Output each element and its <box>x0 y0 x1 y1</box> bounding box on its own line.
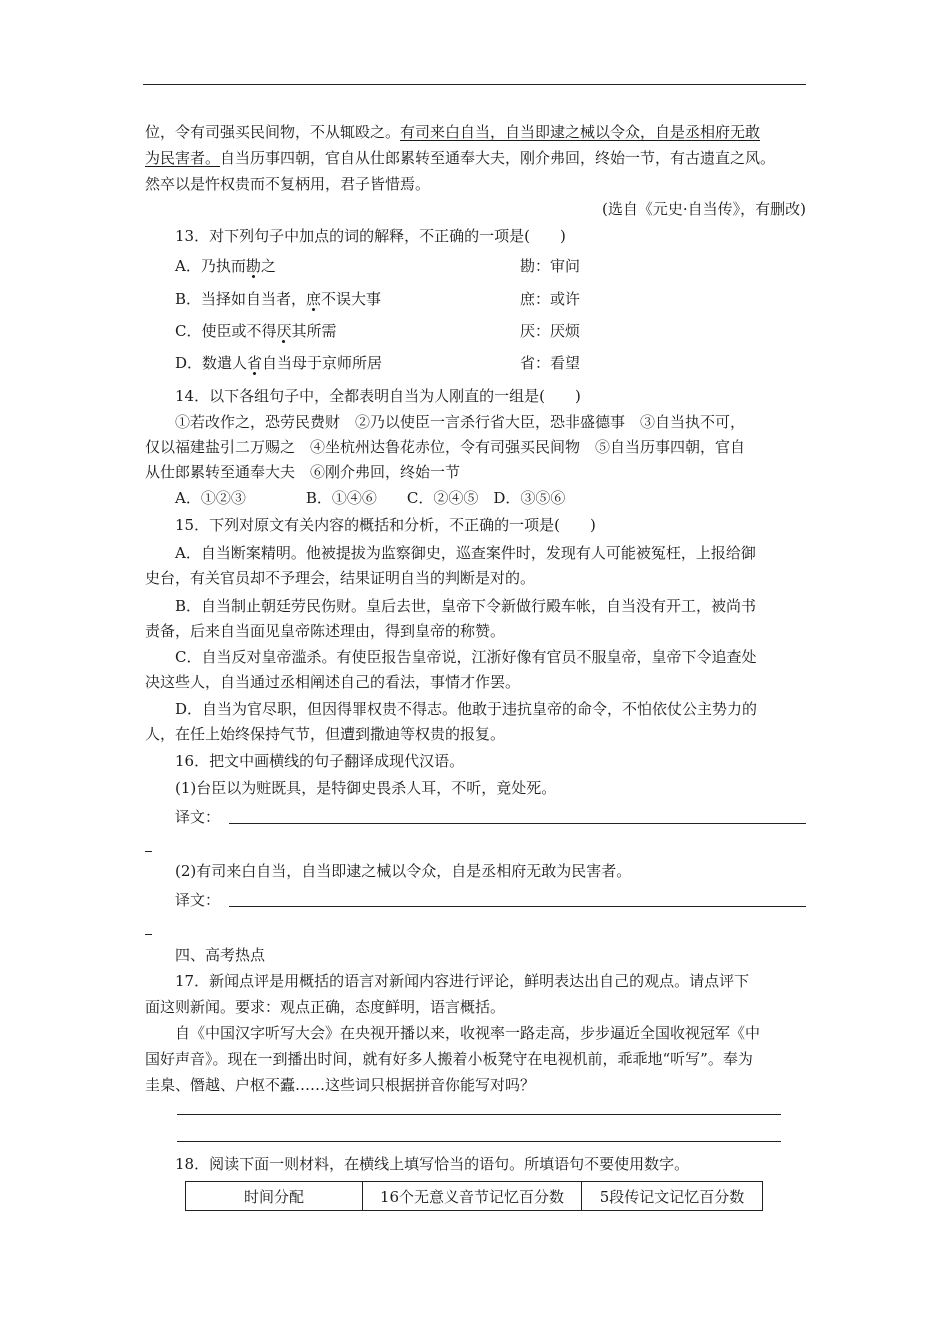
option-text: C．使臣或不得 <box>175 322 277 340</box>
q13-option-c <box>175 319 337 343</box>
table-header-cell: 16个无意义音节记忆百分数 <box>363 1182 582 1211</box>
option-text: A．乃执而 <box>175 257 246 275</box>
passage-text: 位，令有司强买民间物，不从辄殴之。 <box>145 123 401 141</box>
q15-option-d-2: 人，在任上始终保持气节，但遭到撒迪等权贵的报复。 <box>145 725 506 743</box>
underlined-sentence: 有司来白自当，自当即逮之械以令众，自是丞相府无敢 <box>400 123 761 141</box>
q16-answer-label-2: 译文： <box>175 891 221 909</box>
q14-line-1: ①若改作之，恐劳民费财 ②乃以使臣一言杀行省大臣，恐非盛德事 ③自当执不可， <box>175 413 746 431</box>
table-header-cell: 时间分配 <box>186 1182 363 1211</box>
option-text: B．当择如自当者， <box>175 290 307 308</box>
q14-stem: 14．以下各组句子中，全都表明自当为人刚直的一组是( ) <box>175 387 581 405</box>
q17-news-3: 圭臬、僭越、户枢不蠹……这些词只根据拼音你能写对吗？ <box>145 1076 536 1094</box>
q13-explain-c: 厌：厌烦 <box>520 322 581 340</box>
q15-option-a-2: 史台，有关官员却不予理会，结果证明自当的判断是对的。 <box>145 569 536 587</box>
dotted-word: 厌 <box>276 322 292 340</box>
q14-line-3: 从仕郎累转至通奉大夫 ⑥刚介弗回，终始一节 <box>145 463 461 481</box>
q17-stem-2: 面这则新闻。要求：观点正确，态度鲜明，语言概括。 <box>145 998 506 1016</box>
passage-text: 自当历事四朝，官自从仕郎累转至通奉大夫，刚介弗回，终始一节，有古遗直之风。 <box>220 149 776 167</box>
q18-stem: 18．阅读下面一则材料，在横线上填写恰当的语句。所填语句不要使用数字。 <box>175 1155 690 1173</box>
q17-stem-1: 17．新闻点评是用概括的语言对新闻内容进行评论，鲜明表达出自己的观点。请点评下 <box>175 972 750 990</box>
q13-option-b <box>175 287 381 311</box>
q13-explain-a: 勘：审问 <box>520 257 581 275</box>
line-overflow-mark <box>145 934 152 935</box>
q17-news-2: 国好声音》。现在一到播出时间，就有好多人搬着小板凳守在电视机前，乖乖地“听写”。奉为 <box>145 1050 753 1068</box>
option-text: D．数遣人 <box>175 354 248 372</box>
q17-news-1: 自《中国汉字听写大会》在央视开播以来，收视率一路走高，步步逼近全国收视冠军《中 <box>175 1024 761 1042</box>
table-header-cell: 5段传记文记忆百分数 <box>582 1182 763 1211</box>
q15-option-c-1: C．自当反对皇帝滥杀。有使臣报告皇帝说，江浙好像有官员不服皇帝，皇帝下令追查处 <box>175 648 757 666</box>
q13-option-d <box>175 351 382 375</box>
q15-option-d-1: D．自当为官尽职，但因得罪权贵不得志。他敢于违抗皇帝的命令，不怕依仗公主势力的 <box>175 700 758 718</box>
q17-answer-line-1[interactable] <box>177 1114 781 1115</box>
q15-stem: 15．下列对原文有关内容的概括和分析，不正确的一项是( ) <box>175 516 596 534</box>
q16-answer-label-1: 译文： <box>175 808 221 826</box>
dotted-word: 勘 <box>245 257 261 275</box>
option-text: 之 <box>260 257 276 275</box>
q15-option-b-2: 责备，后来自当面见皇帝陈述理由，得到皇帝的称赞。 <box>145 622 506 640</box>
q15-option-b-1: B．自当制止朝廷劳民伤财。皇后去世，皇帝下令新做行殿车帐，自当没有开工，被尚书 <box>175 597 757 615</box>
q13-explain-d: 省：看望 <box>520 354 581 372</box>
q13-option-a <box>175 254 276 278</box>
passage-line-1 <box>145 120 760 144</box>
q13-stem: 13．对下列句子中加点的词的解释，不正确的一项是( ) <box>175 227 566 245</box>
q16-sentence-2: (2)有司来白自当，自当即逮之械以令众，自是丞相府无敢为民害者。 <box>175 862 632 880</box>
q16-sentence-1: (1)台臣以为赃既具，是特御史畏杀人耳，不听，竟处死。 <box>175 779 557 797</box>
option-text: 不误大事 <box>321 290 382 308</box>
dotted-word: 省 <box>247 354 263 372</box>
line-overflow-mark <box>145 851 152 852</box>
section-title: 四、高考热点 <box>175 946 266 964</box>
underlined-sentence-end: 为民害者。 <box>145 149 221 167</box>
q15-option-c-2: 决这些人，自当通过丞相阐述自己的看法，事情才作罢。 <box>145 673 521 691</box>
q17-answer-line-2[interactable] <box>177 1141 781 1142</box>
q13-explain-b: 庶：或许 <box>520 290 581 308</box>
q16-answer-line-1[interactable] <box>229 823 806 824</box>
passage-line-2 <box>145 146 775 170</box>
table-header-row <box>186 1182 763 1211</box>
q14-line-2: 仅以福建盐引二万赐之 ④坐杭州达鲁花赤位，令有司强买民间物 ⑤自当历事四朝，官自 <box>145 438 746 456</box>
q16-stem: 16．把文中画横线的句子翻译成现代汉语。 <box>175 752 465 770</box>
q16-answer-line-2[interactable] <box>229 906 806 907</box>
header-rule <box>143 84 806 85</box>
passage-line-3: 然卒以是忤权贵而不复柄用，君子皆惜焉。 <box>145 175 431 193</box>
q15-option-a-1: A．自当断案精明。他被提拔为监察御史，巡查案件时，发现有人可能被冤枉，上报给御 <box>175 544 756 562</box>
option-text: 自当母于京师所居 <box>262 354 383 372</box>
passage-source: (选自《元史·自当传》，有删改) <box>602 200 806 218</box>
option-text: 其所需 <box>291 322 337 340</box>
q18-table <box>185 1181 763 1211</box>
dotted-word: 庶 <box>306 290 322 308</box>
q14-choices: A．①②③ B．①④⑥ C．②④⑤ D．③⑤⑥ <box>175 489 566 507</box>
